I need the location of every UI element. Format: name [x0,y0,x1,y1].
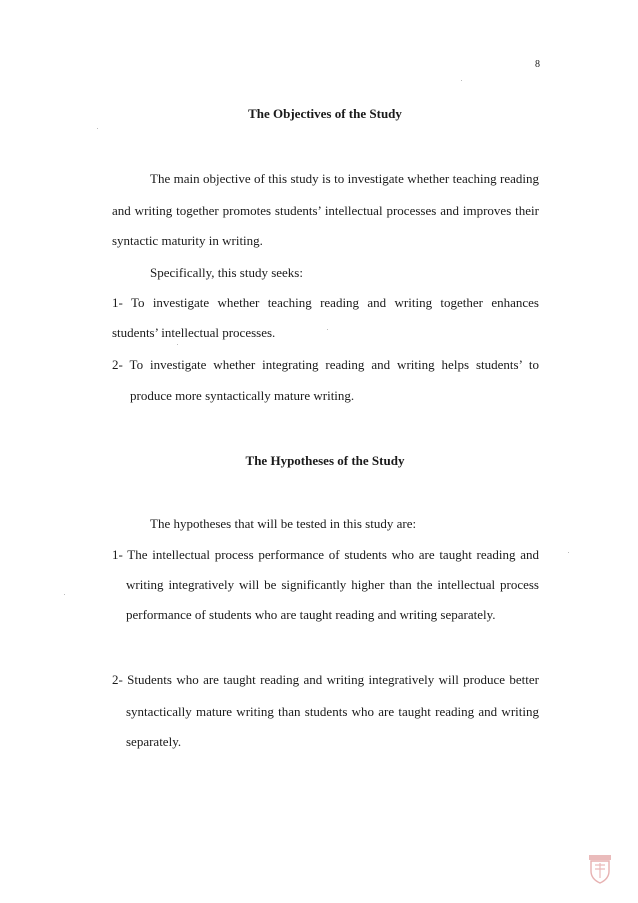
hypotheses-item2-line2: syntactically mature writing than students who are taught reading and writing [126,704,539,719]
hypotheses-item1-line3: performance of students who are taught reading and writing separately. [126,607,496,622]
objectives-para1-line1: The main objective of this study is to investigate whether teaching reading [150,171,539,186]
objectives-heading: The Objectives of the Study [248,106,402,121]
hypotheses-item1-line2: writing integratively will be significantly higher than the intellectual process [126,577,539,592]
scan-speck [461,80,462,81]
objectives-item1-line2: students’ intellectual processes. [112,325,276,340]
objectives-para1-line3: syntactic maturity in writing. [112,233,263,248]
hypotheses-item2-line1: 2- Students who are taught reading and writing integratively will produce better [112,672,539,687]
scan-speck [97,128,98,129]
objectives-item2-line1: 2- To investigate whether integrating reading and writing helps students’ to [112,357,539,372]
hypotheses-heading: The Hypotheses of the Study [245,453,405,468]
scan-speck [327,329,328,330]
hypotheses-intro: The hypotheses that will be tested in this study are: [150,516,417,531]
university-seal-icon [588,854,612,884]
scan-speck [177,344,178,345]
scan-speck [64,594,65,595]
objectives-para2: Specifically, this study seeks: [150,265,303,280]
hypotheses-item2-line3: separately. [126,734,182,749]
scan-speck [568,552,569,553]
page-number: 8 [535,59,540,70]
objectives-item1-line1: 1- To investigate whether teaching reading and writing together enhances [112,295,539,310]
objectives-para1-line2: and writing together promotes students’ intellectual processes and improves their [112,203,539,218]
hypotheses-item1-line1: 1- The intellectual process performance of students who are taught reading and [112,547,539,562]
objectives-item2-line2: produce more syntactically mature writing. [130,388,355,403]
